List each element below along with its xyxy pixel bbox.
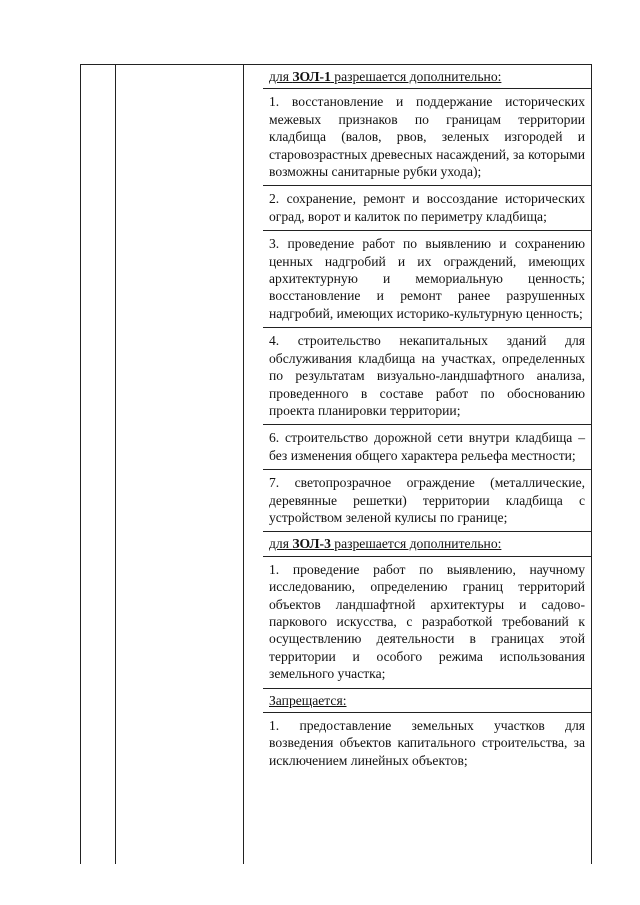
zol1-heading-text: для ЗОЛ-1 разрешается дополнительно:: [269, 69, 502, 84]
table-column-requirements: [263, 65, 591, 864]
zol1-item-3: 3. проведение работ по выявлению и сохранению ценных надгробий и их ограждений, имеющих архитектурную и мемориальную ценность; восстановление и ремонт ранее разрушенных надгробий, имеющих историко-культурную ценность;: [263, 231, 591, 328]
zol1-item-4: 4. строительство некапитальных зданий для обслуживания кладбища на участках, определенных по результатам визуально-ландшафтного анализа, проведенного в составе работ по обоснованию проекта планировки территории;: [263, 328, 591, 425]
zol1-item-7: 7. светопрозрачное ограждение (металлические, деревянные решетки) территории кладбища с устройством зеленой кулисы по границе;: [263, 470, 591, 532]
zol1-item-6: 6. строительство дорожной сети внутри кладбища – без изменения общего характера рельефа местности;: [263, 425, 591, 470]
prohibited-heading-text: Запрещается:: [269, 692, 347, 708]
regulations-table: [80, 64, 592, 864]
prohibited-heading: [263, 689, 591, 713]
table-column-zone: [115, 65, 244, 864]
prohibited-item-1: 1. предоставление земельных участков для возведения объектов капитального строительства, за исключением линейных объектов;: [269, 718, 585, 768]
zol1-item-2: 2. сохранение, ремонт и воссоздание исторических оград, ворот и калиток по периметру кладбища;: [263, 186, 591, 231]
zol1-heading: [263, 65, 591, 89]
zol1-item-1: 1. восстановление и поддержание исторических межевых признаков по границам территории кладбища (валов, рвов, зеленых изгородей и старовозрастных древесных насаждений, за которыми возможны санитарные рубки ухода);: [263, 89, 591, 186]
table-column-number: [81, 65, 116, 864]
zol3-heading: [263, 532, 591, 556]
zol3-heading-text: для ЗОЛ-3 разрешается дополнительно:: [269, 536, 502, 552]
zol3-item-1: 1. проведение работ по выявлению, научному исследованию, определению границ территорий объектов ландшафтной архитектуры и садово-паркового искусства, с разработкой требований к осуществлению деятельности в границах этой территории и особого режима использования земельного участка;: [263, 557, 591, 689]
